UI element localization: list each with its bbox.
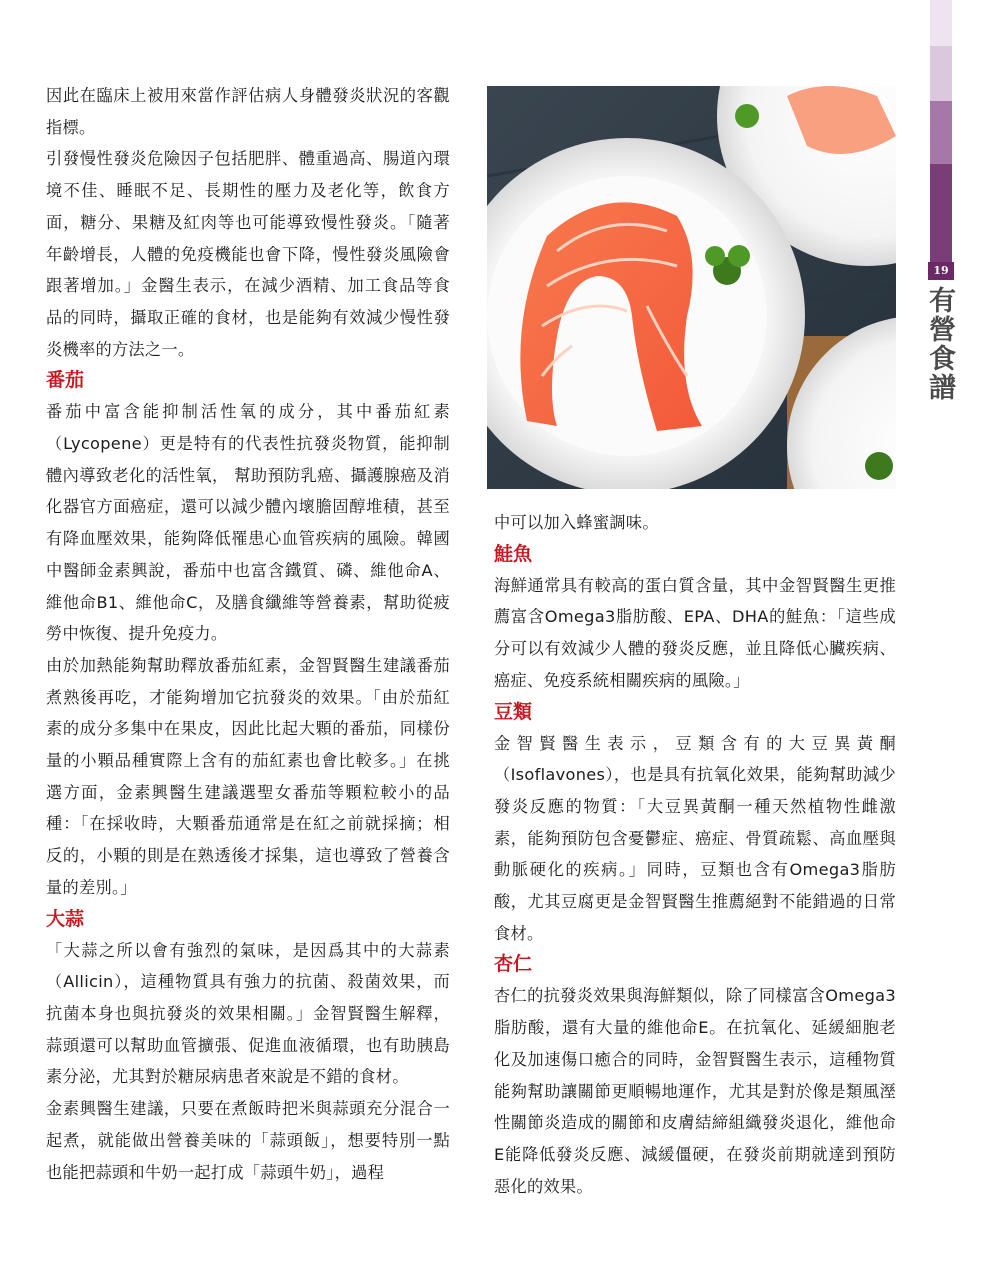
side-tab-stripe bbox=[930, 0, 952, 46]
paragraph: 海鮮通常具有較高的蛋白質含量，其中金智賢醫生更推薦富含Omega3脂肪酸、EPA、DHA的鮭魚：「這些成分可以有效減少人體的發炎反應，並且降低心臟疾病、癌症、免疫系統相關疾病的風險。」 bbox=[494, 575, 896, 690]
section-title-vertical: 有營食譜 bbox=[924, 286, 955, 402]
paragraph: 因此在臨床上被用來當作評估病人身體發炎狀況的客觀指標。 bbox=[46, 86, 450, 137]
paragraph: 引發慢性發炎危險因子包括肥胖、體重過高、腸道內環境不佳、睡眠不足、長期性的壓力及老化等，飲食方面，糖分、果糖及紅肉等也可能導致慢性發炎。「隨著年齡增長，人體的免疫機能也會下降，慢性發炎風險會跟著增加。」金醫生表示，在減少酒精、加工食品等食品的同時，攝取正確的食材，也是能夠有效減少慢性發炎機率的方法之一。 bbox=[46, 149, 450, 359]
paragraph: 由於加熱能夠幫助釋放番茄紅素，金智賢醫生建議番茄煮熟後再吃，才能夠增加它抗發炎的效果。「由於茄紅素的成分多集中在果皮，因此比起大顆的番茄，同樣份量的小顆品種實際上含有的茄紅素也會比較多。」在挑選方面，金素興醫生建議選聖女番茄等顆粒較小的品種：「在採收時，大顆番茄通常是在紅之前就採摘；相反的，小顆的則是在熟透後才採集，這也導致了營養含量的差別。」 bbox=[46, 655, 450, 897]
salmon-photo-illustration bbox=[487, 86, 896, 489]
side-tab-stripe bbox=[930, 46, 952, 101]
section-heading-tomato: 番茄 bbox=[46, 369, 85, 392]
right-text-column bbox=[494, 507, 896, 1202]
salmon-steak-on-plate-photo bbox=[487, 86, 896, 489]
side-tab-stripe bbox=[930, 101, 952, 164]
left-text-column bbox=[46, 80, 450, 1188]
section-heading-almond: 杏仁 bbox=[494, 953, 533, 976]
paragraph: 中可以加入蜂蜜調味。 bbox=[494, 513, 659, 532]
side-tab-stripe bbox=[930, 164, 952, 262]
section-heading-salmon: 鮭魚 bbox=[494, 542, 533, 565]
paragraph: 金素興醫生建議，只要在煮飯時把米與蒜頭充分混合一起煮，就能做出營養美味的「蒜頭飯」，想要特別一點也能把蒜頭和牛奶一起打成「蒜頭牛奶」，過程 bbox=[46, 1099, 450, 1182]
section-heading-garlic: 大蒜 bbox=[46, 907, 85, 930]
paragraph: 「大蒜之所以會有強烈的氣味，是因爲其中的大蒜素（Allicin），這種物質具有強力的抗菌、殺菌效果，而抗菌本身也與抗發炎的效果相關。」金智賢醫生解釋，蒜頭還可以幫助血管擴張、促進血液循環，也有助胰島素分泌，尤其對於糖尿病患者來說是不錯的食材。 bbox=[46, 940, 450, 1087]
paragraph: 杏仁的抗發炎效果與海鮮類似，除了同樣富含Omega3脂肪酸，還有大量的維他命E。在抗氧化、延緩細胞老化及加速傷口癒合的同時，金智賢醫生表示，這種物質能夠幫助讓關節更順暢地運作，尤其是對於像是類風溼性關節炎造成的關節和皮膚結締組織發炎退化，維他命E能降低發炎反應、減緩僵硬，在發炎前期就達到預防惡化的效果。 bbox=[494, 986, 896, 1196]
paragraph: 金智賢醫生表示，豆類含有的大豆異黃酮（Isoflavones），也是具有抗氧化效果，能夠幫助減少發炎反應的物質：「大豆異黃酮一種天然植物性雌激素，能夠預防包含憂鬱症、癌症、骨質疏鬆、高血壓與動脈硬化的疾病。」同時，豆類也含有Omega3脂肪酸，尤其豆腐更是金智賢醫生推薦絕對不能錯過的日常食材。 bbox=[494, 733, 896, 943]
section-heading-beans: 豆類 bbox=[494, 700, 533, 723]
paragraph: 番茄中富含能抑制活性氧的成分，其中番茄紅素（Lycopene）更是特有的代表性抗發炎物質，能抑制體內導致老化的活性氧， 幫助預防乳癌、攝護腺癌及消化器官方面癌症，還可以減少體內壞膽固醇堆積，甚至有降血壓效果，能夠降低罹患心血管疾病的風險。韓國中醫師金素興說，番茄中也富含鐵質、磷、維他命A、維他命B1、維他命C，及膳食纖維等營養素，幫助從疲勞中恢復、提升免疫力。 bbox=[46, 402, 450, 644]
page-number: 19 bbox=[928, 262, 954, 280]
